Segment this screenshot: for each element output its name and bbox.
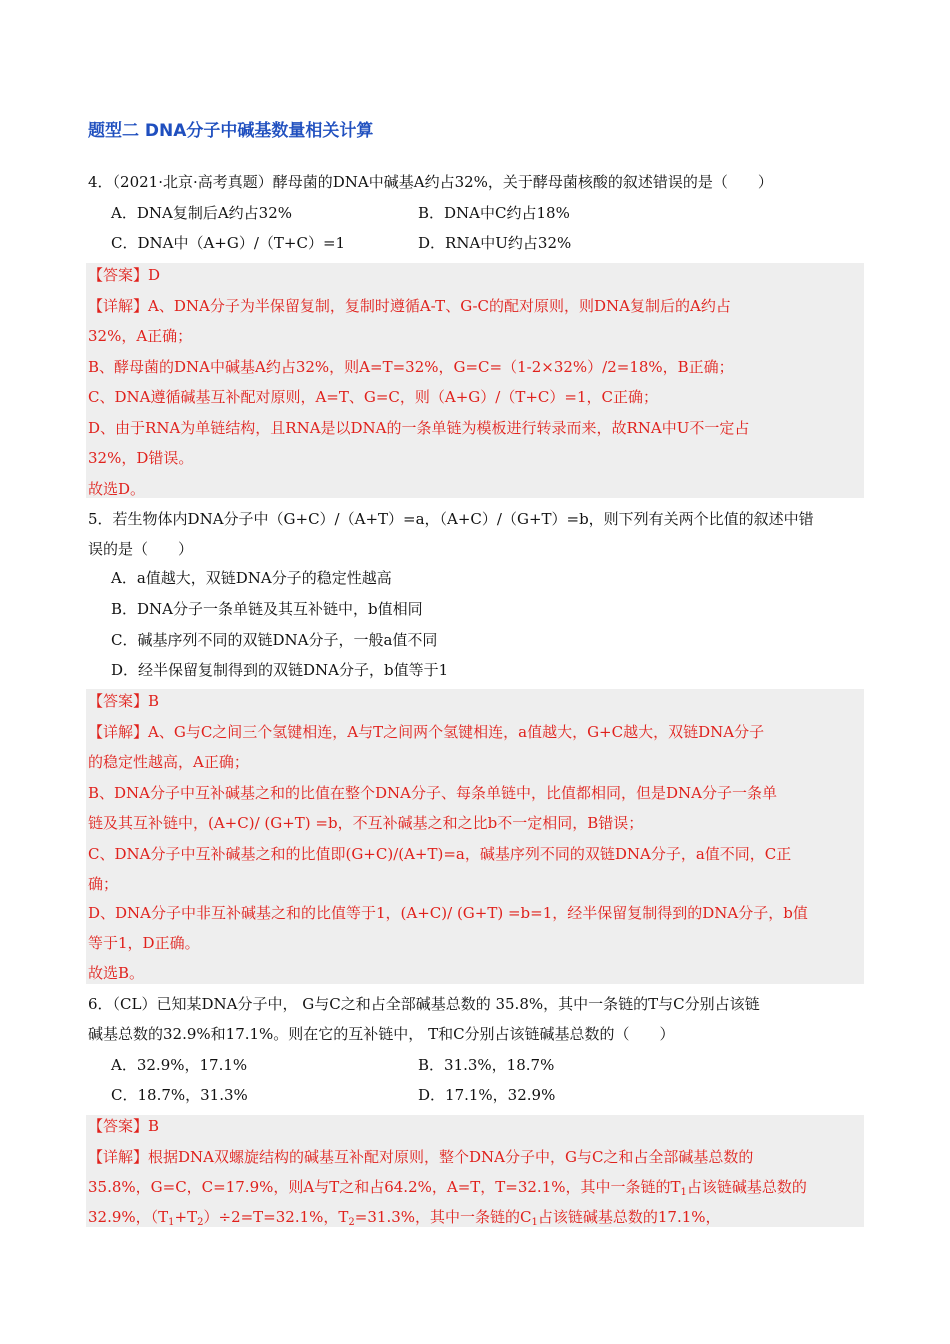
q4-explanation-line: C、DNA遵循碱基互补配对原则，A=T、G=C，则（A+G）/（T+C）=1，C正确； — [88, 388, 658, 406]
q6-option-b: B．31.3%，18.7% — [418, 1056, 555, 1074]
q5-option-c: C．碱基序列不同的双链DNA分子，一般a值不同 — [111, 631, 438, 649]
q4-explanation-line: D、由于RNA为单链结构，且RNA是以DNA的一条单链为模板进行转录而来，故RNA中U不一定占 — [88, 419, 750, 437]
q4-option-c: C．DNA中（A+G）/（T+C）=1 — [111, 234, 346, 252]
q4-stem: 4．（2021·北京·高考真题）酵母菌的DNA中碱基A约占32%，关于酵母菌核酸的叙述错误的是（ ） — [88, 173, 773, 191]
subscript: 2 — [197, 1217, 204, 1228]
q6-option-d: D．17.1%，32.9% — [418, 1086, 556, 1104]
q6-answer: 【答案】B — [88, 1117, 160, 1135]
q4-explanation-line: 32%，A正确； — [88, 327, 193, 345]
q5-answer: 【答案】B — [88, 692, 160, 710]
q4-explanation-line: 【详解】A、DNA分子为半保留复制，复制时遵循A-T、G-C的配对原则，则DNA复制后的A约占 — [88, 297, 731, 315]
q5-stem-cont: 误的是（ ） — [88, 540, 194, 558]
q6-explanation-line: 【详解】根据DNA双螺旋结构的碱基互补配对原则，整个DNA分子中，G与C之和占全部碱基总数的 — [88, 1148, 754, 1166]
q4-answer: 【答案】D — [88, 266, 161, 284]
text-run: 35.8%，G=C，C=17.9%，则A与T之和占64.2%，A=T，T=32.1%，其中一条链的T — [88, 1178, 681, 1196]
q6-explanation-line — [88, 1206, 721, 1228]
subscript: 1 — [168, 1217, 175, 1228]
q4-explanation-line: 32%，D错误。 — [88, 449, 194, 467]
q5-stem: 5．若生物体内DNA分子中（G+C）/（A+T）=a，（A+C）/（G+T）=b，则下列有关两个比值的叙述中错 — [88, 510, 814, 528]
q5-explanation-line: B、DNA分子中互补碱基之和的比值在整个DNA分子、每条单链中，比值都相同，但是DNA分子一条单 — [88, 784, 777, 802]
q6-option-c: C．18.7%，31.3% — [111, 1086, 248, 1104]
text-run: 占该链碱基总数的 — [686, 1178, 807, 1196]
subscript: 1 — [680, 1187, 687, 1198]
q5-option-d: D．经半保留复制得到的双链DNA分子，b值等于1 — [111, 661, 449, 679]
q5-explanation-line: 【详解】A、G与C之间三个氢键相连，A与T之间两个氢键相连，a值越大，G+C越大，双链DNA分子 — [88, 723, 765, 741]
text-run: =31.3%，其中一条链的C — [354, 1208, 532, 1226]
text-run: +T — [174, 1208, 198, 1226]
q5-explanation-line: D、DNA分子中非互补碱基之和的比值等于1，(A+C)/ (G+T) =b=1，经半保留复制得到的DNA分子，b值 — [88, 904, 808, 922]
q4-option-b: B．DNA中C约占18% — [418, 204, 570, 222]
q5-explanation-line: 等于1，D正确。 — [88, 934, 200, 952]
q6-option-a: A．32.9%，17.1% — [111, 1056, 248, 1074]
q5-explanation-line: 链及其互补链中，(A+C)/ (G+T) =b，不互补碱基之和之比b不一定相同，B错误； — [88, 814, 644, 832]
q4-option-a: A．DNA复制后A约占32% — [111, 204, 292, 222]
subscript: 2 — [348, 1217, 355, 1228]
q4-explanation-line: B、酵母菌的DNA中碱基A约占32%，则A=T=32%，G=C=（1-2×32%）/2=18%，B正确； — [88, 358, 734, 376]
q5-conclusion: 故选B。 — [88, 964, 145, 982]
q6-stem-cont: 碱基总数的32.9%和17.1%。则在它的互补链中， T和C分别占该链碱基总数的（ ） — [88, 1025, 675, 1043]
q5-option-a: A．a值越大，双链DNA分子的稳定性越高 — [111, 569, 392, 587]
q5-explanation-line: 的稳定性越高，A正确； — [88, 753, 249, 771]
q4-option-d: D．RNA中U约占32% — [418, 234, 572, 252]
q4-conclusion: 故选D。 — [88, 480, 146, 498]
q5-option-b: B．DNA分子一条单链及其互补链中，b值相同 — [111, 600, 423, 618]
text-run: 占该链碱基总数的17.1%， — [537, 1208, 721, 1226]
q5-explanation-line: 确； — [88, 875, 119, 893]
section-heading: 题型二 DNA分子中碱基数量相关计算 — [88, 121, 374, 141]
q6-explanation-line — [88, 1176, 807, 1198]
text-run: ）÷2=T=32.1%，T — [203, 1208, 349, 1226]
q5-explanation-line: C、DNA分子中互补碱基之和的比值即(G+C)/(A+T)=a，碱基序列不同的双链DNA分子，a值不同，C正 — [88, 845, 792, 863]
text-run: 32.9%，（T — [88, 1208, 169, 1226]
subscript: 1 — [531, 1217, 538, 1228]
q6-stem: 6．（CL）已知某DNA分子中， G与C之和占全部碱基总数的 35.8%，其中一条链的T与C分别占该链 — [88, 995, 760, 1013]
